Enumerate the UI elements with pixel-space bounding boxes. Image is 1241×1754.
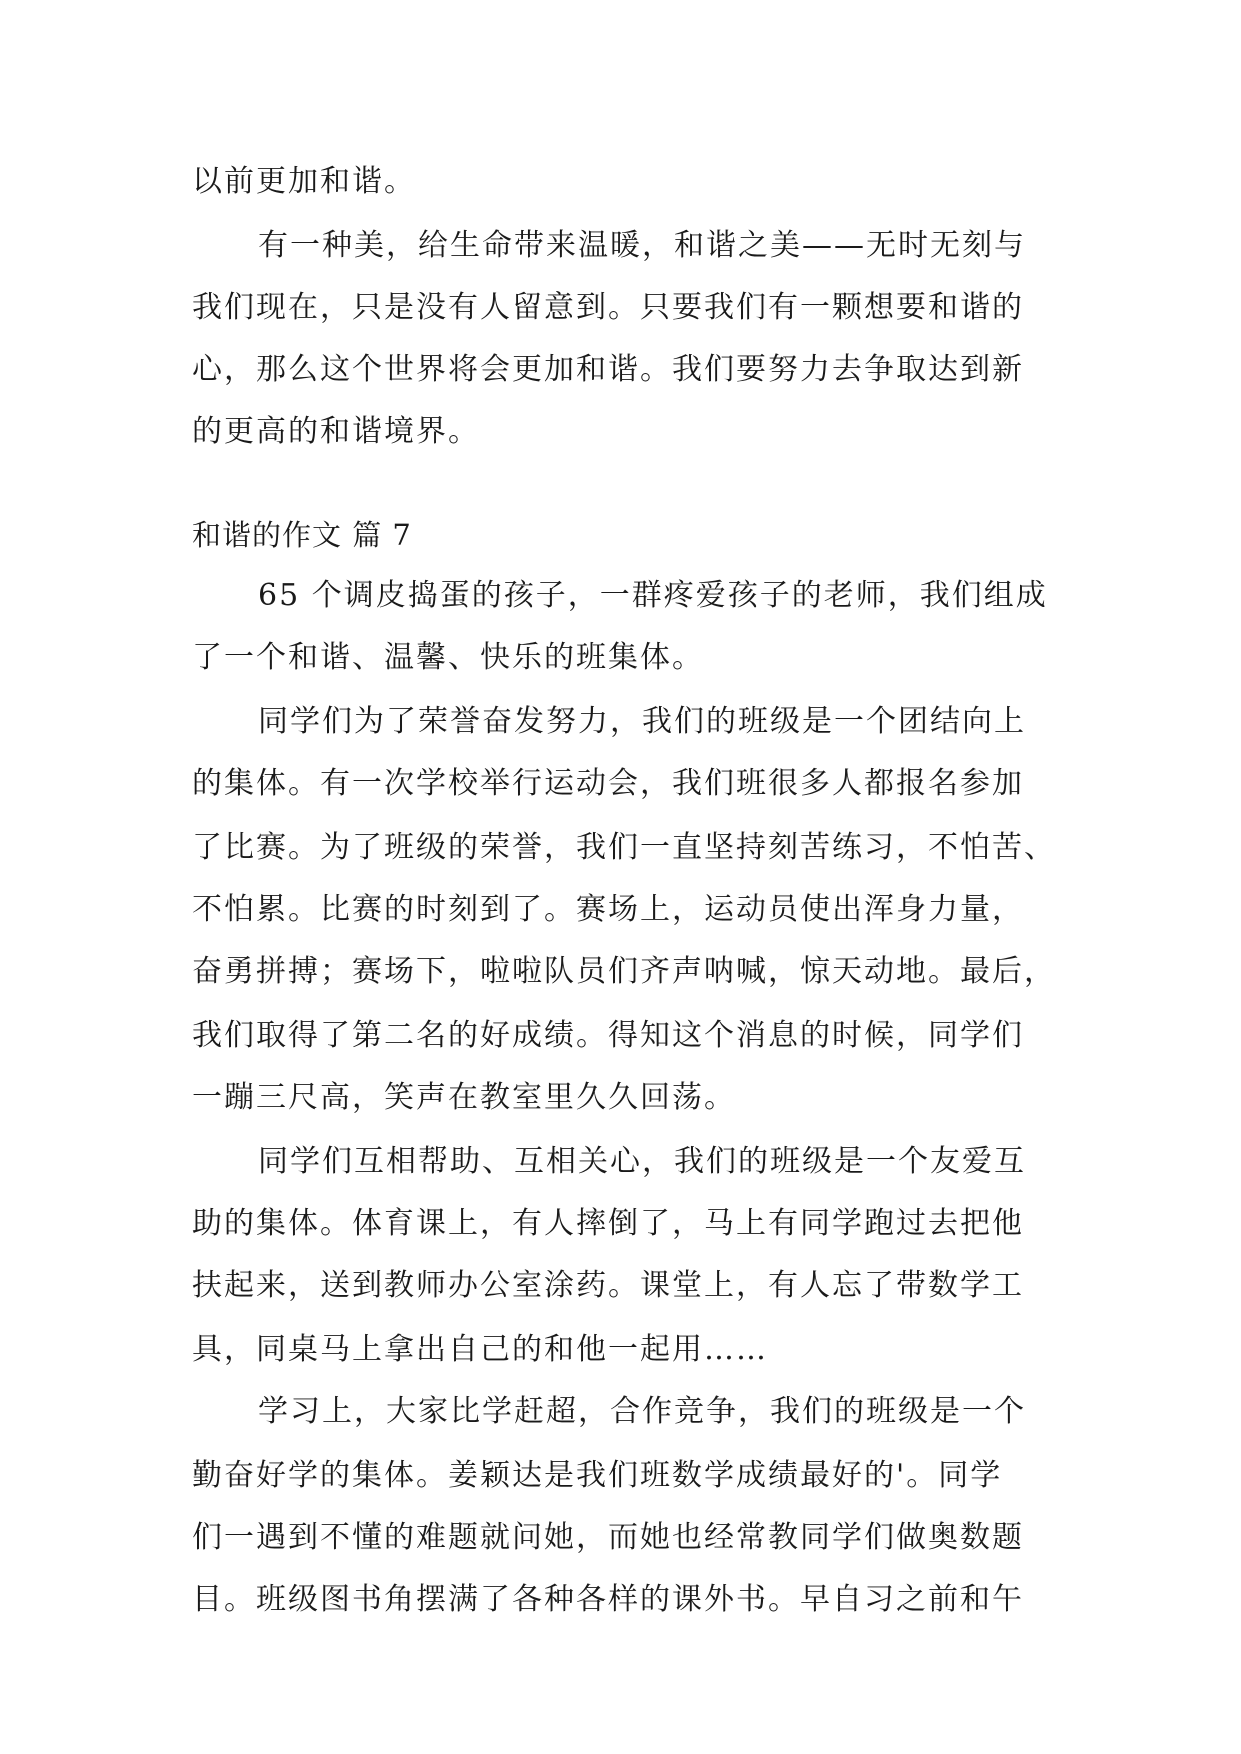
text-line: 我们现在，只是没有人留意到。只要我们有一颗想要和谐的 [192, 290, 1024, 325]
text-line: 的集体。有一次学校举行运动会，我们班很多人都报名参加 [192, 766, 1024, 801]
text-line: 目。班级图书角摆满了各种各样的课外书。早自习之前和午 [192, 1582, 1024, 1617]
text-line: 了比赛。为了班级的荣誉，我们一直坚持刻苦练习，不怕苦、 [192, 830, 1056, 865]
text-line: 心，那么这个世界将会更加和谐。我们要努力去争取达到新 [192, 352, 1024, 387]
text-line: 扶起来，送到教师办公室涂药。课堂上，有人忘了带数学工 [192, 1268, 1024, 1303]
text-line: 们一遇到不懂的难题就问她，而她也经常教同学们做奥数题 [192, 1520, 1024, 1555]
text-line: 奋勇拼搏；赛场下，啦啦队员们齐声呐喊，惊天动地。最后， [192, 954, 1056, 989]
text-line: 不怕累。比赛的时刻到了。赛场上，运动员使出浑身力量， [192, 892, 1024, 927]
text-line: 具，同桌马上拿出自己的和他一起用…… [192, 1332, 768, 1367]
text-line: 的更高的和谐境界。 [192, 414, 480, 449]
text-line: 同学们为了荣誉奋发努力，我们的班级是一个团结向上 [258, 704, 1026, 739]
text-line: 学习上，大家比学赶超，合作竞争，我们的班级是一个 [258, 1394, 1026, 1429]
text-line: 65 个调皮捣蛋的孩子，一群疼爱孩子的老师，我们组成 [258, 578, 1048, 613]
text-line: 以前更加和谐。 [192, 164, 416, 199]
text-line: 我们取得了第二名的好成绩。得知这个消息的时候，同学们 [192, 1018, 1024, 1053]
text-line: 一蹦三尺高，笑声在教室里久久回荡。 [192, 1080, 736, 1115]
text-line: 了一个和谐、温馨、快乐的班集体。 [192, 640, 704, 675]
text-line: 助的集体。体育课上，有人摔倒了，马上有同学跑过去把他 [192, 1206, 1024, 1241]
text-line: 同学们互相帮助、互相关心，我们的班级是一个友爱互 [258, 1144, 1026, 1179]
text-line: 有一种美，给生命带来温暖，和谐之美——无时无刻与 [258, 228, 1026, 263]
text-line: 勤奋好学的集体。姜颖达是我们班数学成绩最好的'。同学 [192, 1458, 1003, 1493]
section-heading: 和谐的作文 篇 7 [192, 518, 412, 552]
